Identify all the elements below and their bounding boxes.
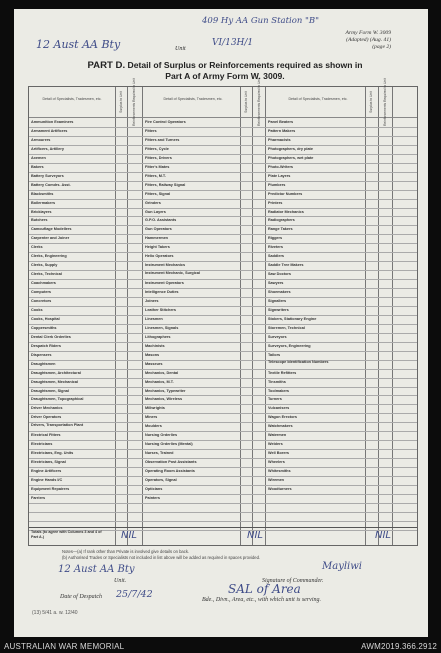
specialist-row-label: Concretors — [31, 299, 52, 303]
unit-label-top: Unit — [175, 46, 186, 52]
row-divider — [29, 521, 417, 522]
specialist-row-label: Millwrights — [145, 406, 165, 411]
specialists-table — [28, 78, 418, 546]
specialist-row-label: Nursing Orderlies — [145, 433, 178, 438]
specialist-row-label: Height Takers — [145, 245, 170, 250]
specialist-row-label: Joiners — [145, 299, 159, 303]
specialist-row-label: Operating Room Assistants — [145, 469, 195, 474]
col-header-surplus-1: Surplus to Unit — [119, 91, 123, 113]
specialist-row-label: Photo-Writers — [268, 164, 294, 169]
specialist-row-label: Whitesmiths — [268, 469, 291, 474]
specialist-row-label: Gun Operators — [145, 227, 172, 232]
specialist-row-label: Cooks — [31, 307, 43, 312]
signature-label: Signature of Commander. — [262, 578, 324, 584]
specialist-row-label: Fitters, Drivers — [145, 155, 172, 160]
specialist-row-label: Operators, Signal — [145, 478, 177, 482]
specialist-row-label: Axemen — [31, 155, 46, 160]
specialist-row-label: Armament Artificers — [31, 128, 68, 133]
specialist-row-label: Boilermakers — [31, 200, 56, 205]
totals-label: Totals (to agree with Columns 3 and 4 of Part A.) — [31, 530, 102, 539]
col-header-specialists-2: Detail of Specialists, Tradesmen, etc. — [163, 97, 223, 101]
specialist-row-label: Signallers — [268, 299, 287, 303]
specialist-row-label: Ammunition Examiners — [31, 120, 74, 124]
specialist-row-label: Mechanics, Typewriter — [145, 388, 186, 393]
specialist-row-label: Textile Refitters — [268, 370, 297, 375]
specialist-row-label: Predictor Numbers — [268, 191, 303, 196]
specialist-row-label: Grinders — [145, 200, 161, 205]
specialist-row-label: Instrument Mechanic, Surgical — [145, 270, 201, 275]
specialist-row-label: Woodturners — [268, 486, 292, 491]
specialist-row-label: Masseurs — [145, 361, 163, 366]
specialist-row-label: Surveyors — [268, 334, 287, 339]
specialist-row-label: Fitters, M.T. — [145, 173, 166, 178]
specialist-row-label: Plate Layers — [268, 173, 291, 178]
specialist-row-label: Electricians, Eng. Units — [31, 451, 74, 456]
specialist-row-label: Welders — [268, 442, 283, 447]
specialist-row-label: Camouflage Modellers — [31, 227, 72, 232]
specialist-row-label: Driver Operators — [31, 415, 62, 420]
specialist-row-label: Nurses, Trained — [145, 451, 174, 456]
specialist-row-label: Equipment Repairers — [31, 486, 70, 491]
specialist-row-label: Gun Layers — [145, 209, 166, 214]
specialist-row-label: Helio Operators — [145, 254, 174, 259]
handwritten-nil-3: NIL — [375, 530, 392, 541]
specialist-row-label: Saw Doctors — [268, 272, 291, 277]
specialist-row-label: Draughtsmen, Mechanical — [31, 379, 79, 384]
specialist-row-label: Painters — [145, 495, 160, 500]
specialist-row-label: Armourers — [31, 137, 51, 142]
specialist-row-label: Well Borers — [268, 451, 290, 456]
unit-label-bottom: Unit. — [114, 578, 127, 584]
specialist-row-label: Clerks, Supply — [31, 263, 58, 268]
specialist-row-label: Shoemakers — [268, 290, 291, 295]
form-reference — [346, 30, 391, 52]
specialist-row-label: Clerks, Engineering — [31, 254, 67, 259]
notes — [62, 549, 260, 560]
specialist-row-label: Bakers — [31, 164, 44, 169]
specialist-row-label: G.P.O. Assistants — [145, 218, 177, 223]
col-header-reinforcements-3: Reinforcements Required to Unit — [383, 78, 387, 126]
handwritten-reference: VI/13H/1 — [212, 38, 254, 48]
specialist-row-label: Blacksmiths — [31, 191, 54, 196]
specialist-row-label: Riveters — [268, 245, 283, 250]
specialist-row-label: Saddlers — [268, 254, 285, 259]
specialist-row-label: Drivers, Transportation Plant — [31, 422, 84, 427]
specialist-row-label: Draughtsmen, Architectural — [31, 370, 81, 375]
specialist-row-label: Farriers — [31, 495, 46, 500]
specialist-row-label: Range Takers — [268, 227, 293, 232]
part-title: PART D. — [87, 60, 126, 71]
specialist-row-label: Nursing Orderlies (Mental) — [145, 442, 193, 447]
specialist-row-label: Engine Artificers — [31, 469, 62, 474]
specialist-row-label: Draughtsmen, Signal — [31, 388, 69, 393]
specialist-row-label: Dispensers — [31, 352, 52, 357]
col-header-reinforcements-2: Reinforcements Required to Unit — [257, 78, 261, 126]
specialist-row-label: Turners — [268, 397, 282, 402]
specialist-row-label: Fitters, Signal — [145, 191, 171, 196]
specialist-row-label: Battery Comdrs. Asst. — [31, 182, 71, 187]
handwritten-unit-top: 12 Aust AA Bty — [36, 38, 121, 51]
form-ref-line3: (page 2) — [372, 44, 391, 51]
specialist-row-label: Engine Hands I/C — [31, 478, 63, 482]
specialist-row-label: Miners — [145, 415, 158, 420]
specialist-row-label: Computers — [31, 290, 52, 295]
specialist-row-label: Mechanics, Dental — [145, 370, 179, 375]
specialist-row-label: Electricians — [31, 442, 53, 447]
specialist-row-label: Tinsmiths — [268, 379, 286, 384]
col-header-specialists-3: Detail of Specialists, Tradesmen, etc. — [288, 97, 348, 101]
handwritten-unit-bottom: 12 Aust AA Bty — [58, 564, 135, 575]
row-divider — [29, 512, 417, 513]
specialist-row-label: Sawyers — [268, 281, 284, 286]
specialist-row-label: Photographers, dry plate — [268, 146, 313, 151]
specialist-row-label: Hammermen — [145, 236, 169, 241]
specialist-row-label: Butchers — [31, 218, 48, 223]
specialist-row-label: Fitters and Turners — [145, 137, 180, 142]
specialist-row-label: Moulders — [145, 424, 162, 429]
specialist-row-label: Fitters — [145, 128, 157, 133]
note-a: Notes—(a) If rank other than Private is involved give details on back. — [62, 549, 190, 554]
specialist-row-label: Telescope Identification Numbers — [268, 360, 329, 365]
specialist-row-label: Fitters, Railway Signal — [145, 182, 186, 187]
specialist-row-label: Mechanics, M.T. — [145, 379, 174, 384]
specialist-row-label: Cooks, Hospital — [31, 316, 60, 321]
specialist-row-label: Pattern Makers — [268, 128, 296, 133]
handwritten-area: SAL of Area — [228, 582, 301, 596]
form-ref-line1: Army Form W. 3009 — [345, 30, 391, 36]
form-ref-line2: (Adapted) (Aug. 41) — [346, 37, 391, 44]
specialist-row-label: Instrument Operators — [145, 281, 184, 286]
specialist-row-label: Driver Mechanics — [31, 406, 63, 411]
handwritten-nil-2: NIL — [247, 530, 264, 541]
handwritten-nil-1: NIL — [121, 530, 138, 541]
specialist-row-label: Lithographers — [145, 334, 171, 339]
specialist-row-label: Saddle Tree Makers — [268, 263, 304, 268]
specialist-row-label: Storemen, Technical — [268, 325, 305, 330]
specialist-row-label: Linesmen — [145, 316, 163, 321]
note-b: (b) Authorised Trades or Specialists not included in list above will be added as required in spaces provided. — [62, 554, 261, 560]
specialist-row-label: Electricians, Signal — [31, 460, 66, 465]
specialist-row-label: Bricklayers — [31, 209, 52, 214]
specialist-row-label: Fire Control Operators — [145, 120, 186, 124]
specialist-row-label: Fitters, Cycle — [145, 146, 169, 151]
handwritten-station: 409 Hy AA Gun Station "B" — [202, 16, 320, 26]
specialist-row-label: Watermen — [268, 433, 287, 438]
specialist-row-label: Printers — [268, 200, 283, 205]
print-code: (13) 5/41 a. w. 12/40 — [32, 610, 78, 616]
specialist-row-label: Opticians — [145, 486, 163, 491]
specialist-row-label: Dental Clerk Orderlies — [31, 334, 71, 339]
specialist-row-label: Wiremen — [268, 478, 285, 482]
specialist-row-label: Fitter's Mates — [145, 164, 170, 169]
specialist-row-label: Mechanics, Wireless — [145, 397, 183, 402]
specialist-row-label: Instrument Mechanics — [145, 263, 186, 268]
specialist-row-label: Riggers — [268, 236, 283, 241]
title-rest: Detail of Surplus or Reinforcements required as shown in — [127, 60, 363, 70]
footer-right: AWM2019.366.2912 — [361, 642, 437, 651]
specialist-row-label: Linesmen, Signals — [145, 325, 179, 330]
specialist-row-label: Tailors — [268, 352, 281, 357]
specialist-row-label: Vulcanisers — [268, 406, 290, 411]
specialist-row-label: Masons — [145, 352, 160, 357]
specialist-row-label: Observation Post Assistants — [145, 460, 197, 465]
handwritten-date: 25/7/42 — [116, 589, 153, 600]
specialist-row-label: Pharmacists — [268, 137, 291, 142]
row-divider — [29, 503, 417, 504]
col-header-surplus-3: Surplus to Unit — [369, 91, 373, 113]
specialist-row-label: Toolmakers — [268, 388, 290, 393]
specialist-row-label: Clerks — [31, 245, 43, 250]
specialist-row-label: Coppersmiths — [31, 325, 57, 330]
specialist-row-label: Machinists — [145, 343, 165, 348]
specialist-row-label: Draughtsmen, Topographical — [31, 397, 84, 402]
col-header-surplus-2: Surplus to Unit — [244, 91, 248, 113]
specialist-row-label: Leather Stitchers — [145, 307, 177, 312]
specialist-row-label: Carpenter and Joiner — [31, 236, 70, 241]
specialist-row-label: Radiator Mechanics — [268, 209, 304, 214]
specialist-row-label: Intelligence Duties — [145, 290, 179, 295]
title-line2: Part A of Army Form W. 3009. — [165, 71, 285, 81]
bde-label: Bde., Divn., Area, etc., with which unit is serving. — [202, 597, 321, 603]
specialist-row-label: Signwriters — [268, 307, 289, 312]
specialist-row-label: Plumbers — [268, 182, 286, 187]
col-header-reinforcements-1: Reinforcements Required to Unit — [132, 78, 136, 126]
specialist-row-label: Photographers, wet plate — [268, 155, 314, 160]
form-title — [40, 60, 410, 82]
specialist-row-label: Draughtsmen — [31, 361, 56, 366]
specialist-row-label: Surveyors, Engineering — [268, 343, 311, 348]
specialist-row-label: Stokers, Stationary Engine — [268, 316, 317, 321]
specialist-row-label: Clerks, Technical — [31, 272, 62, 277]
specialist-row-label: Coachmakers — [31, 281, 56, 286]
footer-left: AUSTRALIAN WAR MEMORIAL — [4, 642, 125, 651]
specialist-row-label: Wagon Erectors — [268, 415, 297, 420]
specialist-row-label: Wheelers — [268, 460, 285, 465]
specialist-row-label: Artificers, Artillery — [31, 146, 64, 151]
specialist-row-label: Electrical Fitters — [31, 433, 61, 438]
specialist-row-label: Despatch Riders — [31, 343, 61, 348]
handwritten-signature: Mayliwi — [322, 561, 363, 572]
specialist-row-label: Battery Surveyors — [31, 173, 64, 178]
specialist-row-label: Panel Beaters — [268, 120, 294, 124]
specialist-row-label: Watchmakers — [268, 424, 293, 429]
specialist-row-label: Radiographers — [268, 218, 295, 223]
col-header-specialists-1: Detail of Specialists, Tradesmen, etc. — [42, 97, 102, 101]
date-label: Date of Despatch — [60, 594, 102, 600]
